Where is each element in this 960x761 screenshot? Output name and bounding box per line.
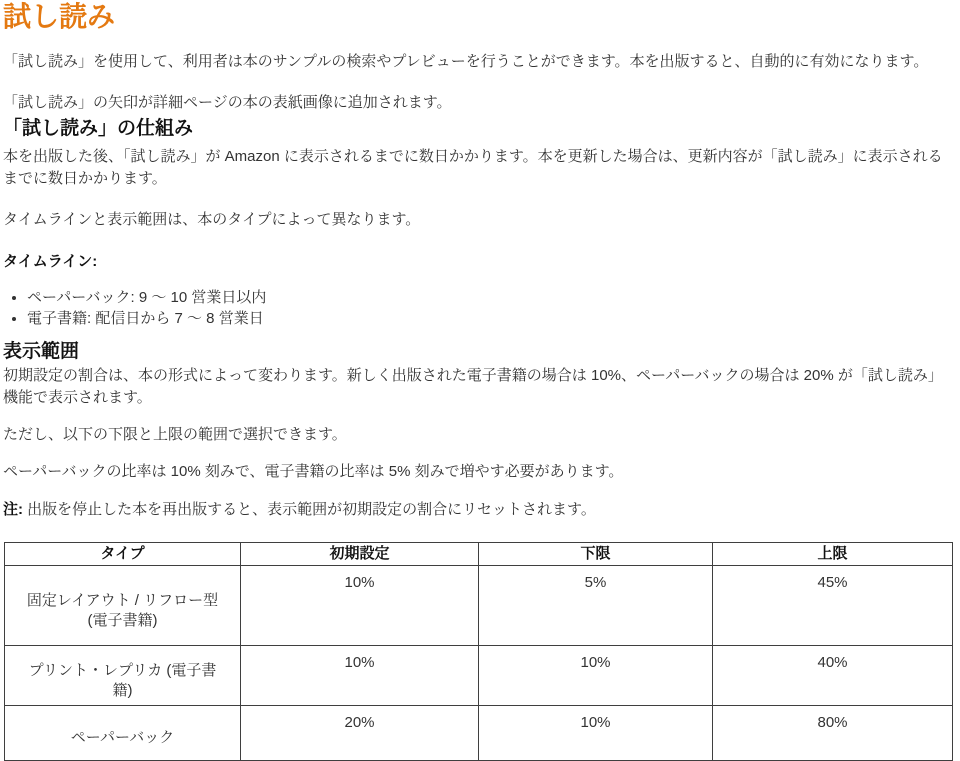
timeline-label: タイムライン: [3,253,98,270]
cell-max: 40% [713,646,953,706]
cell-default: 10% [241,646,479,706]
publish-delay-paragraph: 本を出版した後、「試し読み」が Amazon に表示されるまでに数日かかります。本を更新した場合は、更新内容が「試し読み」に表示されるまでに数日かかります。 [3,148,943,187]
timeline-list [3,287,955,329]
column-header-type: タイプ [5,543,241,566]
table-header-row [5,543,953,566]
cell-min: 10% [479,706,713,761]
timeline-item-paperback: • ペーパーバック: 9 ～ 10 営業日以内 [27,287,955,308]
column-header-default: 初期設定 [241,543,479,566]
page-title: 試し読み [3,1,116,32]
note-paragraph [3,499,955,521]
column-header-max: 上限 [713,543,953,566]
section-heading-display-range: 表示範囲 [3,341,80,362]
default-percentage-paragraph: 初期設定の割合は、本の形式によって変わります。新しく出版された電子書籍の場合は 10%、ペーパーバックの場合は 20% が「試し読み」機能で表示されます。 [3,367,943,406]
cell-default: 10% [241,566,479,646]
intro-paragraph-1: 「試し読み」を使用して、利用者は本のサンプルの検索やプレビューを行うことができます。本を出版すると、自動的に有効になります。 [3,53,929,70]
display-range-table [4,542,953,761]
intro-paragraph-2: 「試し読み」の矢印が詳細ページの本の表紙画像に追加されます。 [3,94,452,111]
cell-type: 固定レイアウト / リフロー型 (電子書籍) [5,566,241,646]
section-heading-how-it-works: 「試し読み」の仕組み [3,118,194,139]
timeline-scope-paragraph: タイムラインと表示範囲は、本のタイプによって異なります。 [3,211,421,228]
timeline-item-ebook: • 電子書籍: 配信日から 7 ～ 8 営業日 [27,308,955,329]
table-row [5,646,953,706]
column-header-min: 下限 [479,543,713,566]
range-selection-paragraph: ただし、以下の下限と上限の範囲で選択できます。 [3,426,347,443]
cell-type: ペーパーバック [5,706,241,761]
table-row [5,566,953,646]
table-row [5,706,953,761]
cell-min: 5% [479,566,713,646]
note-text: 出版を停止した本を再出版すると、表示範囲が初期設定の割合にリセットされます。 [27,501,596,518]
note-label: 注: [3,501,23,518]
cell-type: プリント・レプリカ (電子書籍) [5,646,241,706]
cell-max: 45% [713,566,953,646]
cell-max: 80% [713,706,953,761]
cell-default: 20% [241,706,479,761]
cell-min: 10% [479,646,713,706]
increment-rule-paragraph: ペーパーバックの比率は 10% 刻みで、電子書籍の比率は 5% 刻みで増やす必要があります。 [3,463,624,480]
